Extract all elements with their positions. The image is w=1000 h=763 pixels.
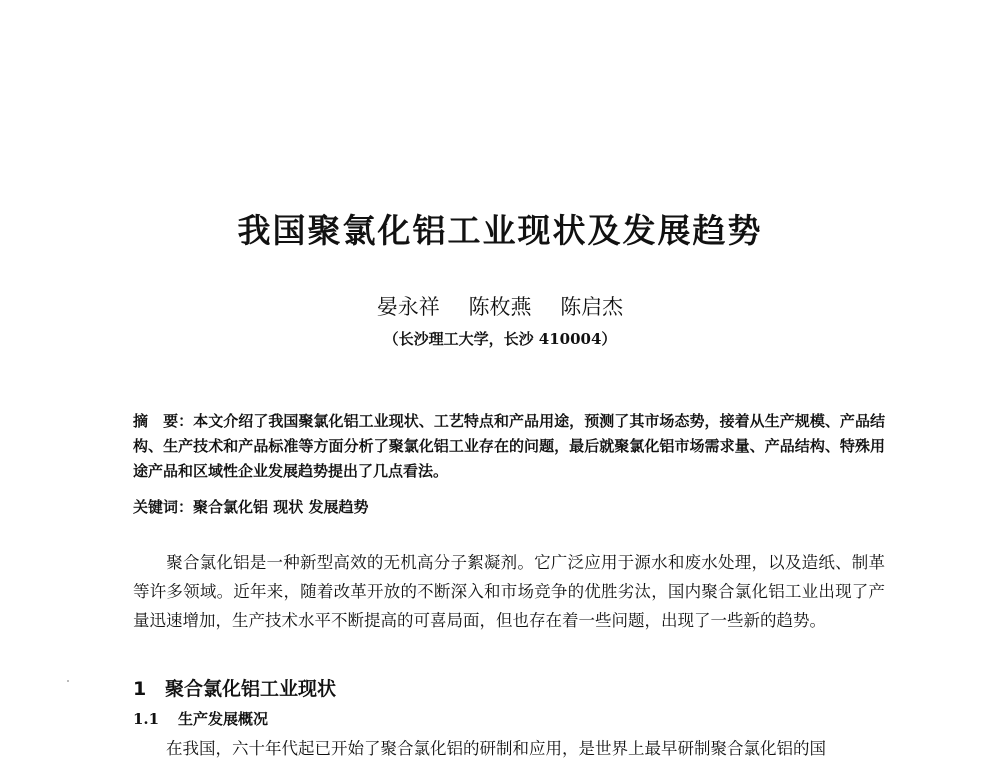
intro-paragraph-text: 聚合氯化铝是一种新型高效的无机高分子絮凝剂。它广泛应用于源水和废水处理，以及造纸、制革等许多领域。近年来，随着改革开放的不断深入和市场竞争的优胜劣汰，国内聚合氯化铝工业出现了产量迅速增加，生产技术水平不断提高的可喜局面，但也存在着一些问题，出现了一些新的趋势。	[133, 553, 885, 630]
paper-title: 我国聚氯化铝工业现状及发展趋势	[237, 211, 763, 250]
abstract-block	[133, 409, 885, 484]
abstract-text: 本文介绍了我国聚氯化铝工业现状、工艺特点和产品用途，预测了其市场态势，接着从生产规模、产品结构、生产技术和产品标准等方面分析了聚氯化铝工业存在的问题，最后就聚氯化铝市场需求量、产品结构、特殊用途产品和区域性企业发展趋势提出了几点看法。	[133, 412, 885, 480]
abstract-label: 摘 要：	[133, 412, 194, 430]
section-number: 1	[133, 678, 147, 700]
keywords-text: 聚合氯化铝 现状 发展趋势	[193, 498, 369, 516]
author-list	[0, 292, 1000, 322]
intro-paragraph	[133, 548, 885, 635]
subsection-number: 1.1	[133, 710, 160, 728]
subsection-paragraph	[133, 734, 885, 763]
subsection-title: 生产发展概况	[178, 710, 269, 728]
scan-speck	[67, 680, 69, 682]
subsection-paragraph-text: 在我国，六十年代起已开始了聚合氯化铝的研制和应用，是世界上最早研制聚合氯化铝的国	[166, 739, 826, 758]
keywords-label: 关键词：	[133, 498, 194, 516]
keywords-block	[133, 495, 885, 520]
section-heading	[133, 675, 885, 703]
author-name: 陈启杰	[560, 295, 624, 319]
author-name: 晏永祥	[376, 295, 440, 319]
author-name: 陈枚燕	[468, 295, 532, 319]
section-title: 聚合氯化铝工业现状	[165, 678, 337, 700]
author-affiliation: （长沙理工大学，长沙 410004）	[383, 330, 617, 348]
subsection-heading	[133, 706, 885, 732]
